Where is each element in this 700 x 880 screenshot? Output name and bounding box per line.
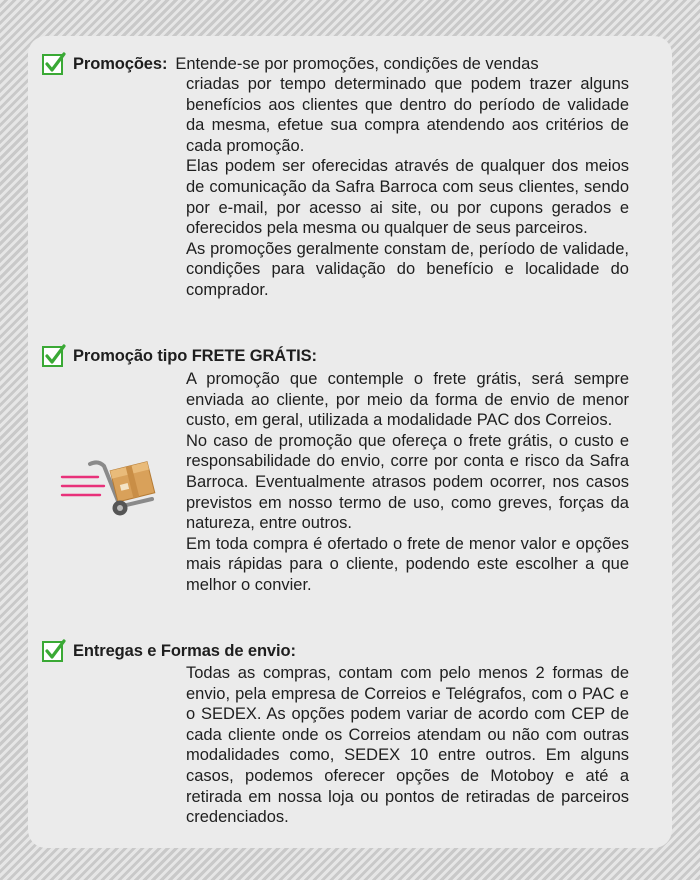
section-header <box>42 344 317 368</box>
content-panel <box>28 36 672 848</box>
checkbox-check-icon <box>42 639 66 663</box>
section-first-line: Entende-se por promoções, condições de vendas <box>175 54 539 73</box>
paragraph: A promoção que contemple o frete grátis, será sempre enviada ao cliente, por meio da forma de envio de menor custo, em geral, utilizada a modalidade PAC dos Correios. <box>186 370 629 430</box>
checkbox-check-icon <box>42 52 66 76</box>
section-title: Promoção tipo FRETE GRÁTIS: <box>73 346 317 365</box>
paragraph: As promoções geralmente constam de, período de validade, condições para validação do benefício e localidade do comprador. <box>186 239 629 299</box>
section-header <box>42 52 539 76</box>
section-body <box>186 663 629 828</box>
paragraph: No caso de promoção que ofereça o frete grátis, o custo e responsabilidade do envio, corre por conta e risco da Safra Barroca. Eventualmente atrasos podem ocorrer, nos casos previstos em nosso termo de uso, como greves, forças da natureza, entre outros. <box>186 431 629 533</box>
checkbox-check-icon <box>42 344 66 368</box>
paragraph: Todas as compras, contam com pelo menos 2 formas de envio, pela empresa de Correios e Telégrafos, com o PAC e o SEDEX. As opções podem variar de acordo com CEP de cada cliente onde os Correios atendam ou não com outras modalidades como, SEDEX 10 entre outros. Em alguns casos, podemos oferecer opções de Motoboy e até a retirada em nossa loja ou pontos de retiradas de parceiros credenciados. <box>186 664 629 827</box>
section-title: Entregas e Formas de envio: <box>73 641 296 660</box>
section-body <box>186 369 629 596</box>
paragraph: Elas podem ser oferecidas através de qualquer dos meios de comunicação da Safra Barroca com seus clientes, sendo por e-mail, por acesso ai site, ou por cupons gerados e oferecidos pela mesma ou qualquer de seus parceiros. <box>186 157 629 238</box>
paragraph: Em toda compra é ofertado o frete de menor valor e opções mais rápidas para o cliente, podendo este escolher a que melhor o convier. <box>186 534 629 594</box>
section-header <box>42 639 296 663</box>
section-title: Promoções: <box>73 54 168 73</box>
paragraph: criadas por tempo determinado que podem trazer alguns benefícios aos clientes que dentro do período de validade da mesma, efetue sua compra atendendo aos critérios de cada promoção. <box>186 75 629 155</box>
hand-truck-delivery-icon <box>60 456 160 518</box>
section-body <box>186 74 629 301</box>
